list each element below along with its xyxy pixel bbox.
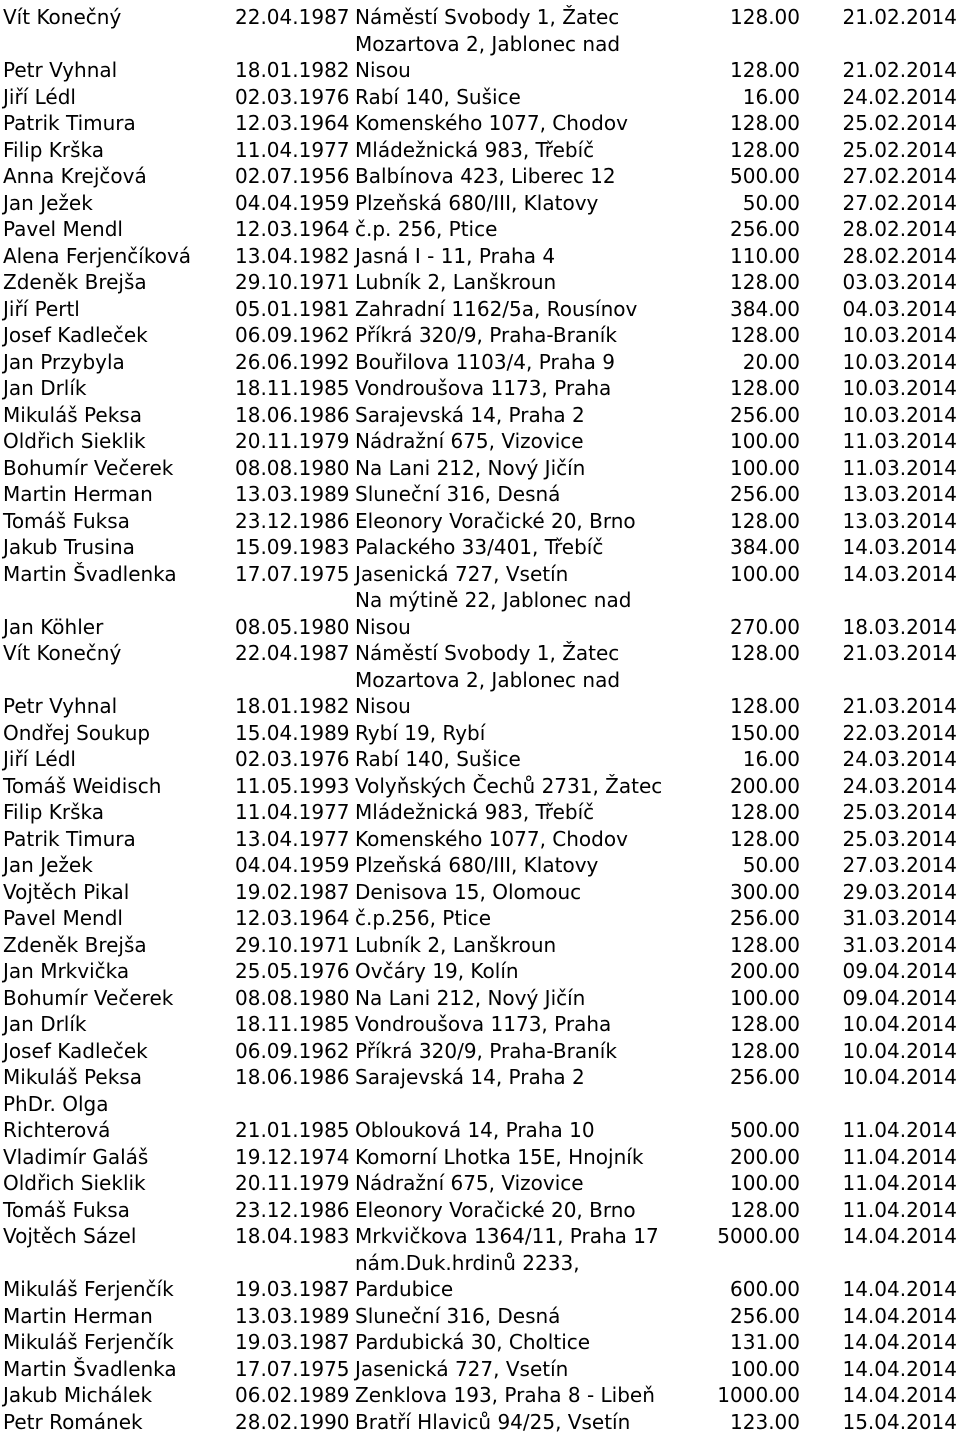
record-name: Jan Drlík — [3, 1011, 87, 1038]
record-birth-date: 15.04.1989 — [235, 720, 350, 747]
record-row — [0, 1091, 960, 1144]
record-row — [0, 481, 960, 508]
record-payment-date: 21.02.2014 — [842, 57, 957, 84]
record-payment-date: 25.02.2014 — [842, 110, 957, 137]
record-payment-date: 03.03.2014 — [842, 269, 957, 296]
record-row — [0, 428, 960, 455]
record-address: Zahradní 1162/5a, Rousínov — [355, 296, 637, 323]
record-name: Mikuláš Peksa — [3, 1064, 142, 1091]
record-row — [0, 508, 960, 535]
record-amount: 500.00 — [730, 163, 800, 190]
record-row — [0, 1223, 960, 1250]
record-birth-date: 15.09.1983 — [235, 534, 350, 561]
record-row — [0, 1356, 960, 1383]
record-row — [0, 561, 960, 588]
record-name: Jan Ježek — [3, 852, 93, 879]
record-name: Vladimír Galáš — [3, 1144, 148, 1171]
record-name: Zdeněk Brejša — [3, 932, 147, 959]
record-amount: 150.00 — [730, 720, 800, 747]
record-row — [0, 720, 960, 747]
record-birth-date: 11.05.1993 — [235, 773, 350, 800]
record-address: Lubník 2, Lanškroun — [355, 932, 556, 959]
record-address: Nisou — [355, 614, 411, 641]
record-amount: 128.00 — [730, 1038, 800, 1065]
record-amount: 128.00 — [730, 799, 800, 826]
record-address: Mozartova 2, Jablonec nad — [355, 667, 620, 694]
record-payment-date: 13.03.2014 — [842, 508, 957, 535]
record-amount: 100.00 — [730, 428, 800, 455]
record-amount: 128.00 — [730, 269, 800, 296]
record-birth-date: 28.02.1990 — [235, 1409, 350, 1435]
record-payment-date: 14.04.2014 — [842, 1303, 957, 1330]
record-row — [0, 137, 960, 164]
record-amount: 128.00 — [730, 57, 800, 84]
record-name: Filip Krška — [3, 137, 104, 164]
record-payment-date: 09.04.2014 — [842, 985, 957, 1012]
record-name: Petr Vyhnal — [3, 693, 117, 720]
record-row — [0, 402, 960, 429]
record-payment-date: 27.02.2014 — [842, 163, 957, 190]
record-name: Petr Románek — [3, 1409, 143, 1435]
record-payment-date: 14.04.2014 — [842, 1276, 957, 1303]
record-birth-date: 02.03.1976 — [235, 84, 350, 111]
record-address: Denisova 15, Olomouc — [355, 879, 581, 906]
record-name: Martin Švadlenka — [3, 1356, 177, 1383]
record-amount: 128.00 — [730, 640, 800, 667]
record-row — [0, 879, 960, 906]
record-amount: 256.00 — [730, 481, 800, 508]
record-row — [0, 1409, 960, 1435]
record-amount: 300.00 — [730, 879, 800, 906]
record-name: Jiří Lédl — [3, 746, 76, 773]
record-payment-date: 11.03.2014 — [842, 428, 957, 455]
record-birth-date: 12.03.1964 — [235, 905, 350, 932]
record-birth-date: 22.04.1987 — [235, 4, 350, 31]
record-address: Bratří Hlaviců 94/25, Vsetín — [355, 1409, 630, 1435]
record-name: Patrik Timura — [3, 110, 136, 137]
record-birth-date: 19.02.1987 — [235, 879, 350, 906]
record-payment-date: 10.03.2014 — [842, 322, 957, 349]
record-address: č.p.256, Ptice — [355, 905, 491, 932]
record-birth-date: 22.04.1987 — [235, 640, 350, 667]
record-birth-date: 17.07.1975 — [235, 1356, 350, 1383]
record-amount: 270.00 — [730, 614, 800, 641]
record-name: Vojtěch Pikal — [3, 879, 129, 906]
record-amount: 128.00 — [730, 932, 800, 959]
record-amount: 600.00 — [730, 1276, 800, 1303]
record-row — [0, 852, 960, 879]
record-row — [0, 322, 960, 349]
record-payment-date: 31.03.2014 — [842, 905, 957, 932]
record-address: č.p. 256, Ptice — [355, 216, 497, 243]
record-address: Plzeňská 680/III, Klatovy — [355, 190, 598, 217]
record-name: Jiří Pertl — [3, 296, 80, 323]
record-amount: 5000.00 — [717, 1223, 800, 1250]
record-name: Filip Krška — [3, 799, 104, 826]
record-payment-date: 24.03.2014 — [842, 773, 957, 800]
record-payment-date: 27.03.2014 — [842, 852, 957, 879]
record-birth-date: 12.03.1964 — [235, 216, 350, 243]
record-name: Josef Kadleček — [3, 1038, 148, 1065]
record-row — [0, 1038, 960, 1065]
record-birth-date: 08.08.1980 — [235, 455, 350, 482]
record-row — [0, 1170, 960, 1197]
record-row — [0, 958, 960, 985]
record-birth-date: 18.01.1982 — [235, 57, 350, 84]
record-row — [0, 534, 960, 561]
record-birth-date: 25.05.1976 — [235, 958, 350, 985]
record-name: Jan Köhler — [3, 614, 103, 641]
record-address: Na mýtině 22, Jablonec nad — [355, 587, 631, 614]
record-address: Oblouková 14, Praha 10 — [355, 1117, 595, 1144]
record-payment-date: 10.04.2014 — [842, 1011, 957, 1038]
record-row — [0, 746, 960, 773]
record-payment-date: 11.04.2014 — [842, 1170, 957, 1197]
record-address: Sarajevská 14, Praha 2 — [355, 1064, 585, 1091]
record-payment-date: 29.03.2014 — [842, 879, 957, 906]
record-payment-date: 13.03.2014 — [842, 481, 957, 508]
record-payment-date: 11.04.2014 — [842, 1197, 957, 1224]
record-row — [0, 455, 960, 482]
record-amount: 200.00 — [730, 958, 800, 985]
record-row — [0, 985, 960, 1012]
record-address: Mozartova 2, Jablonec nad — [355, 31, 620, 58]
record-birth-date: 23.12.1986 — [235, 508, 350, 535]
record-birth-date: 05.01.1981 — [235, 296, 350, 323]
record-birth-date: 23.12.1986 — [235, 1197, 350, 1224]
record-birth-date: 04.04.1959 — [235, 852, 350, 879]
record-name: Martin Herman — [3, 1303, 153, 1330]
record-address: Náměstí Svobody 1, Žatec — [355, 640, 619, 667]
record-address: Komenského 1077, Chodov — [355, 826, 628, 853]
record-address: Volyňských Čechů 2731, Žatec — [355, 773, 662, 800]
record-payment-date: 25.03.2014 — [842, 826, 957, 853]
record-payment-date: 10.03.2014 — [842, 349, 957, 376]
record-payment-date: 31.03.2014 — [842, 932, 957, 959]
record-payment-date: 25.02.2014 — [842, 137, 957, 164]
record-name: Tomáš Fuksa — [3, 508, 130, 535]
record-amount: 100.00 — [730, 455, 800, 482]
record-amount: 131.00 — [730, 1329, 800, 1356]
record-birth-date: 18.11.1985 — [235, 375, 350, 402]
record-row — [0, 190, 960, 217]
record-name: Jan Przybyla — [3, 349, 125, 376]
record-birth-date: 20.11.1979 — [235, 428, 350, 455]
record-amount: 256.00 — [730, 402, 800, 429]
record-address: Pardubice — [355, 1276, 453, 1303]
record-address: Na Lani 212, Nový Jičín — [355, 985, 585, 1012]
record-name: Jakub Trusina — [3, 534, 135, 561]
record-row — [0, 905, 960, 932]
record-payment-date: 14.03.2014 — [842, 534, 957, 561]
record-payment-date: 14.04.2014 — [842, 1223, 957, 1250]
record-birth-date: 12.03.1964 — [235, 110, 350, 137]
record-name: Josef Kadleček — [3, 322, 148, 349]
record-address: Jasenická 727, Vsetín — [355, 561, 568, 588]
record-address: Rabí 140, Sušice — [355, 746, 521, 773]
record-row — [0, 1011, 960, 1038]
record-name: Vít Konečný — [3, 4, 121, 31]
record-birth-date: 06.09.1962 — [235, 1038, 350, 1065]
record-name: Zdeněk Brejša — [3, 269, 147, 296]
record-amount: 100.00 — [730, 985, 800, 1012]
record-address: Bouřilova 1103/4, Praha 9 — [355, 349, 615, 376]
record-amount: 16.00 — [743, 84, 800, 111]
record-birth-date: 19.03.1987 — [235, 1276, 350, 1303]
record-birth-date: 08.08.1980 — [235, 985, 350, 1012]
record-amount: 128.00 — [730, 826, 800, 853]
record-amount: 200.00 — [730, 1144, 800, 1171]
record-birth-date: 19.03.1987 — [235, 1329, 350, 1356]
record-name: Jakub Michálek — [3, 1382, 152, 1409]
record-address: Náměstí Svobody 1, Žatec — [355, 4, 619, 31]
record-row — [0, 296, 960, 323]
record-birth-date: 02.03.1976 — [235, 746, 350, 773]
record-amount: 128.00 — [730, 508, 800, 535]
record-address: Komenského 1077, Chodov — [355, 110, 628, 137]
record-row — [0, 163, 960, 190]
record-amount: 50.00 — [743, 852, 800, 879]
record-birth-date: 21.01.1985 — [235, 1117, 350, 1144]
record-amount: 256.00 — [730, 1303, 800, 1330]
record-payment-date: 21.03.2014 — [842, 693, 957, 720]
record-name: Pavel Mendl — [3, 905, 123, 932]
record-name: PhDr. Olga — [3, 1091, 109, 1118]
record-address: Pardubická 30, Choltice — [355, 1329, 590, 1356]
record-payment-date: 24.02.2014 — [842, 84, 957, 111]
record-birth-date: 02.07.1956 — [235, 163, 350, 190]
record-amount: 128.00 — [730, 375, 800, 402]
record-address: Balbínova 423, Liberec 12 — [355, 163, 616, 190]
record-row — [0, 1329, 960, 1356]
record-name: Bohumír Večerek — [3, 455, 173, 482]
record-name: Jiří Lédl — [3, 84, 76, 111]
record-name: Petr Vyhnal — [3, 57, 117, 84]
record-payment-date: 14.04.2014 — [842, 1329, 957, 1356]
record-address: Vondroušova 1173, Praha — [355, 1011, 611, 1038]
record-birth-date: 13.03.1989 — [235, 481, 350, 508]
record-amount: 128.00 — [730, 693, 800, 720]
record-row — [0, 84, 960, 111]
record-name: Jan Ježek — [3, 190, 93, 217]
record-address: Nisou — [355, 693, 411, 720]
record-amount: 200.00 — [730, 773, 800, 800]
record-address: Mrkvičkova 1364/11, Praha 17 — [355, 1223, 659, 1250]
record-address: Nádražní 675, Vizovice — [355, 1170, 584, 1197]
record-row — [0, 1144, 960, 1171]
record-name: Mikuláš Ferjenčík — [3, 1329, 174, 1356]
record-birth-date: 18.01.1982 — [235, 693, 350, 720]
record-birth-date: 19.12.1974 — [235, 1144, 350, 1171]
record-birth-date: 18.06.1986 — [235, 402, 350, 429]
record-name: Bohumír Večerek — [3, 985, 173, 1012]
record-address: Mládežnická 983, Třebíč — [355, 137, 594, 164]
record-amount: 256.00 — [730, 905, 800, 932]
record-address: Vondroušova 1173, Praha — [355, 375, 611, 402]
record-birth-date: 26.06.1992 — [235, 349, 350, 376]
record-row — [0, 1064, 960, 1091]
record-amount: 100.00 — [730, 1356, 800, 1383]
record-amount: 123.00 — [730, 1409, 800, 1435]
record-address: Sluneční 316, Desná — [355, 1303, 560, 1330]
record-payment-date: 10.04.2014 — [842, 1064, 957, 1091]
record-name: Anna Krejčová — [3, 163, 147, 190]
record-address: Jasná I - 11, Praha 4 — [355, 243, 555, 270]
record-payment-date: 11.04.2014 — [842, 1144, 957, 1171]
record-payment-date: 11.03.2014 — [842, 455, 957, 482]
record-name: Martin Švadlenka — [3, 561, 177, 588]
record-name: Mikuláš Peksa — [3, 402, 142, 429]
record-payment-date: 22.03.2014 — [842, 720, 957, 747]
record-address: nám.Duk.hrdinů 2233, — [355, 1250, 580, 1277]
record-row — [0, 349, 960, 376]
record-payment-date: 27.02.2014 — [842, 190, 957, 217]
record-amount: 128.00 — [730, 4, 800, 31]
record-amount: 128.00 — [730, 1197, 800, 1224]
record-amount: 16.00 — [743, 746, 800, 773]
record-address: Plzeňská 680/III, Klatovy — [355, 852, 598, 879]
record-address: Eleonory Voračické 20, Brno — [355, 508, 636, 535]
record-row — [0, 1382, 960, 1409]
record-payment-date: 14.03.2014 — [842, 561, 957, 588]
record-birth-date: 18.06.1986 — [235, 1064, 350, 1091]
record-amount: 50.00 — [743, 190, 800, 217]
record-row — [0, 31, 960, 84]
record-name: Ondřej Soukup — [3, 720, 150, 747]
record-payment-date: 15.04.2014 — [842, 1409, 957, 1435]
record-name: Patrik Timura — [3, 826, 136, 853]
record-birth-date: 29.10.1971 — [235, 269, 350, 296]
record-amount: 500.00 — [730, 1117, 800, 1144]
record-name: Jan Drlík — [3, 375, 87, 402]
record-row — [0, 667, 960, 720]
record-birth-date: 20.11.1979 — [235, 1170, 350, 1197]
record-name: Jan Mrkvička — [3, 958, 129, 985]
record-payment-date: 09.04.2014 — [842, 958, 957, 985]
record-row — [0, 243, 960, 270]
record-amount: 100.00 — [730, 561, 800, 588]
record-name: Oldřich Sieklik — [3, 1170, 146, 1197]
record-row — [0, 1303, 960, 1330]
record-payment-date: 24.03.2014 — [842, 746, 957, 773]
record-row — [0, 269, 960, 296]
record-row — [0, 4, 960, 31]
record-amount: 384.00 — [730, 534, 800, 561]
record-name: Martin Herman — [3, 481, 153, 508]
record-address: Komorní Lhotka 15E, Hnojník — [355, 1144, 643, 1171]
record-amount: 20.00 — [743, 349, 800, 376]
record-payment-date: 11.04.2014 — [842, 1117, 957, 1144]
record-payment-date: 28.02.2014 — [842, 216, 957, 243]
record-address: Rabí 140, Sušice — [355, 84, 521, 111]
record-birth-date: 13.03.1989 — [235, 1303, 350, 1330]
record-amount: 110.00 — [730, 243, 800, 270]
record-address: Mládežnická 983, Třebíč — [355, 799, 594, 826]
record-address: Ovčáry 19, Kolín — [355, 958, 519, 985]
record-birth-date: 17.07.1975 — [235, 561, 350, 588]
record-birth-date: 06.02.1989 — [235, 1382, 350, 1409]
record-row — [0, 640, 960, 667]
record-birth-date: 11.04.1977 — [235, 137, 350, 164]
record-address: Na Lani 212, Nový Jičín — [355, 455, 585, 482]
record-name: Richterová — [3, 1117, 110, 1144]
record-address: Zenklova 193, Praha 8 - Libeň — [355, 1382, 655, 1409]
record-amount: 100.00 — [730, 1170, 800, 1197]
record-payment-date: 14.04.2014 — [842, 1382, 957, 1409]
record-address: Jasenická 727, Vsetín — [355, 1356, 568, 1383]
record-amount: 128.00 — [730, 322, 800, 349]
record-address: Sluneční 316, Desná — [355, 481, 560, 508]
record-payment-date: 21.03.2014 — [842, 640, 957, 667]
record-row — [0, 799, 960, 826]
record-payment-date: 10.03.2014 — [842, 375, 957, 402]
record-name: Tomáš Fuksa — [3, 1197, 130, 1224]
record-payment-date: 21.02.2014 — [842, 4, 957, 31]
record-row — [0, 587, 960, 640]
record-amount: 128.00 — [730, 137, 800, 164]
record-row — [0, 932, 960, 959]
record-birth-date: 11.04.1977 — [235, 799, 350, 826]
record-birth-date: 04.04.1959 — [235, 190, 350, 217]
record-payment-date: 28.02.2014 — [842, 243, 957, 270]
record-birth-date: 08.05.1980 — [235, 614, 350, 641]
record-birth-date: 29.10.1971 — [235, 932, 350, 959]
record-address: Nisou — [355, 57, 411, 84]
record-payment-date: 10.04.2014 — [842, 1038, 957, 1065]
record-name: Mikuláš Ferjenčík — [3, 1276, 174, 1303]
record-row — [0, 1197, 960, 1224]
record-name: Vít Konečný — [3, 640, 121, 667]
record-birth-date: 18.11.1985 — [235, 1011, 350, 1038]
record-payment-date: 04.03.2014 — [842, 296, 957, 323]
record-address: Sarajevská 14, Praha 2 — [355, 402, 585, 429]
record-name: Tomáš Weidisch — [3, 773, 161, 800]
record-amount: 256.00 — [730, 216, 800, 243]
record-birth-date: 06.09.1962 — [235, 322, 350, 349]
record-address: Nádražní 675, Vizovice — [355, 428, 584, 455]
record-payment-date: 14.04.2014 — [842, 1356, 957, 1383]
record-address: Příkrá 320/9, Praha-Braník — [355, 1038, 617, 1065]
record-address: Eleonory Voračické 20, Brno — [355, 1197, 636, 1224]
record-row — [0, 1250, 960, 1303]
record-amount: 128.00 — [730, 110, 800, 137]
record-row — [0, 110, 960, 137]
record-payment-date: 25.03.2014 — [842, 799, 957, 826]
record-payment-date: 18.03.2014 — [842, 614, 957, 641]
record-address: Příkrá 320/9, Praha-Braník — [355, 322, 617, 349]
record-amount: 128.00 — [730, 1011, 800, 1038]
record-birth-date: 13.04.1982 — [235, 243, 350, 270]
record-payment-date: 10.03.2014 — [842, 402, 957, 429]
record-name: Oldřich Sieklik — [3, 428, 146, 455]
record-name: Pavel Mendl — [3, 216, 123, 243]
record-amount: 1000.00 — [717, 1382, 800, 1409]
record-address: Palackého 33/401, Třebíč — [355, 534, 603, 561]
record-birth-date: 18.04.1983 — [235, 1223, 350, 1250]
record-address: Lubník 2, Lanškroun — [355, 269, 556, 296]
record-birth-date: 13.04.1977 — [235, 826, 350, 853]
record-amount: 256.00 — [730, 1064, 800, 1091]
record-name: Alena Ferjenčíková — [3, 243, 191, 270]
record-row — [0, 826, 960, 853]
record-amount: 384.00 — [730, 296, 800, 323]
record-address: Rybí 19, Rybí — [355, 720, 485, 747]
record-name: Vojtěch Sázel — [3, 1223, 136, 1250]
record-row — [0, 773, 960, 800]
record-row — [0, 375, 960, 402]
record-row — [0, 216, 960, 243]
